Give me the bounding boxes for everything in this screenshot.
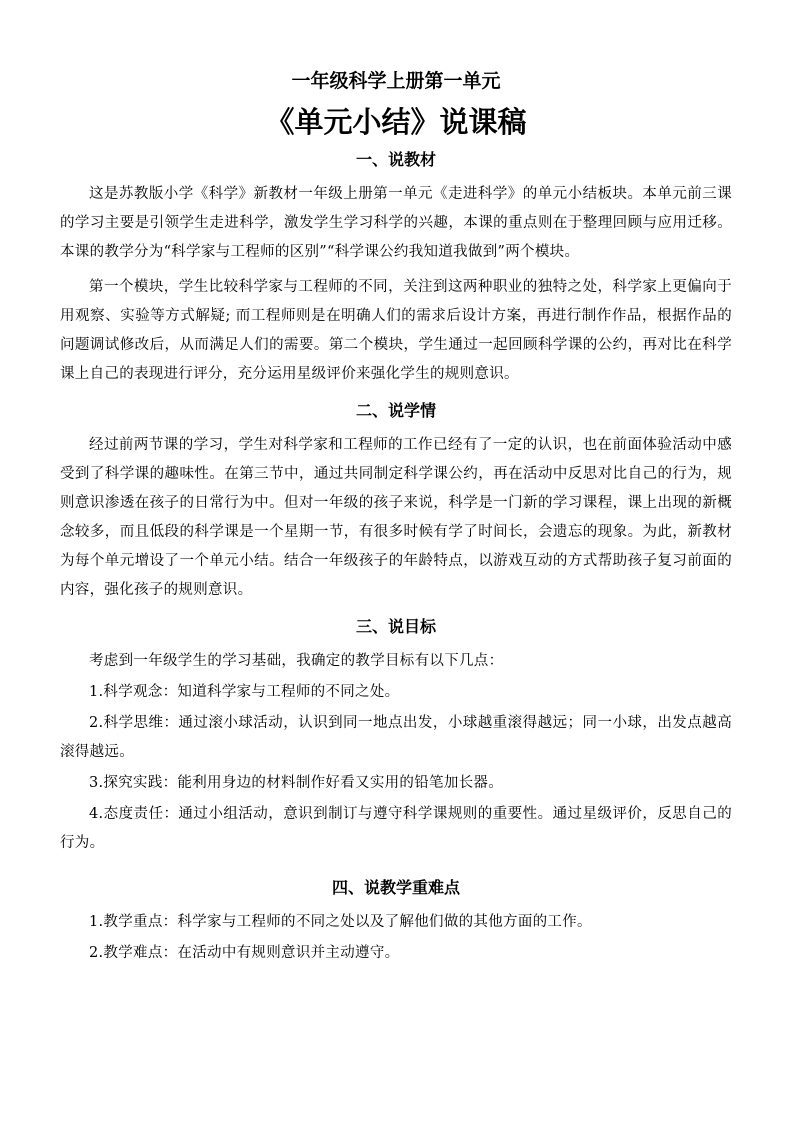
section-heading: 四、说教学重难点: [331, 878, 460, 897]
section-heading: 一、说教材: [355, 150, 436, 169]
paragraph: 经过前两节课的学习，学生对科学家和工程师的工作已经有了一定的认识，也在前面体验活动中感受到了科学课的趣味性。在第三节中，通过共同制定科学课公约，再在活动中反思对比自己的行为，规则意识渗透在孩子的日常行为中。但对一年级的孩子来说，科学是一门新的学习课程，课上出现的新概念较多，而且低段的科学课是一个星期一节，有很多时候有学了时间长，会遗忘的现象。为此，新教材为每个单元增设了一个单元小结。结合一年级孩子的年龄特点，以游戏互动的方式帮助孩子复习前面的内容，强化孩子的规则意识。: [60, 437, 732, 598]
section-objectives: [60, 613, 732, 858]
list-item: 1.教学重点：科学家与工程师的不同之处以及了解他们做的其他方面的工作。: [89, 914, 592, 930]
section-heading: 二、说学情: [355, 401, 436, 420]
paragraph: 这是苏教版小学《科学》新教材一年级上册第一单元《走进科学》的单元小结板块。本单元前三课的学习主要是引领学生走进科学，激发学生学习科学的兴趣，本课的重点则在于整理回顾与应用迁移。本课的教学分为“科学家与工程师的区别”“科学课公约我知道我做到”两个模块。: [60, 186, 732, 260]
paragraph: 第一个模块，学生比较科学家与工程师的不同，关注到这两种职业的独特之处，科学家上更偏向于用观察、实验等方式解疑; 而工程师则是在明确人们的需求后设计方案，再进行制作作品，根据作品的问题调试修改后，从而满足人们的需要。第二个模块，学生通过一起回顾科学课的公约，再对比在科学课上自己的表现进行评分，充分运用星级评价来强化学生的规则意识。: [60, 279, 732, 382]
list-item: 2.教学难点：在活动中有规则意识并主动遵守。: [89, 945, 400, 961]
list-item: 2.科学思维：通过滚小球活动，认识到同一地点出发，小球越重滚得越远；同一小球，出发点越高滚得越远。: [60, 715, 732, 760]
document-subtitle: 一年级科学上册第一单元: [291, 70, 501, 92]
section-student-analysis: [60, 397, 732, 605]
document-page: [60, 66, 732, 970]
document-title: 《单元小结》说课稿: [265, 105, 527, 139]
list-item: 4.态度责任：通过小组活动，意识到制订与遵守科学课规则的重要性。通过星级评价，反思自己的行为。: [60, 806, 732, 851]
list-item: 3.探究实践：能利用身边的材料制作好看又实用的铅笔加长器。: [89, 775, 504, 791]
section-teaching-material: [60, 146, 732, 389]
section-heading: 三、说目标: [355, 617, 436, 636]
section-key-points: [60, 874, 732, 968]
objectives-intro: 考虑到一年级学生的学习基础，我确定的教学目标有以下几点：: [89, 653, 504, 669]
list-item: 1.科学观念：知道科学家与工程师的不同之处。: [89, 684, 400, 700]
